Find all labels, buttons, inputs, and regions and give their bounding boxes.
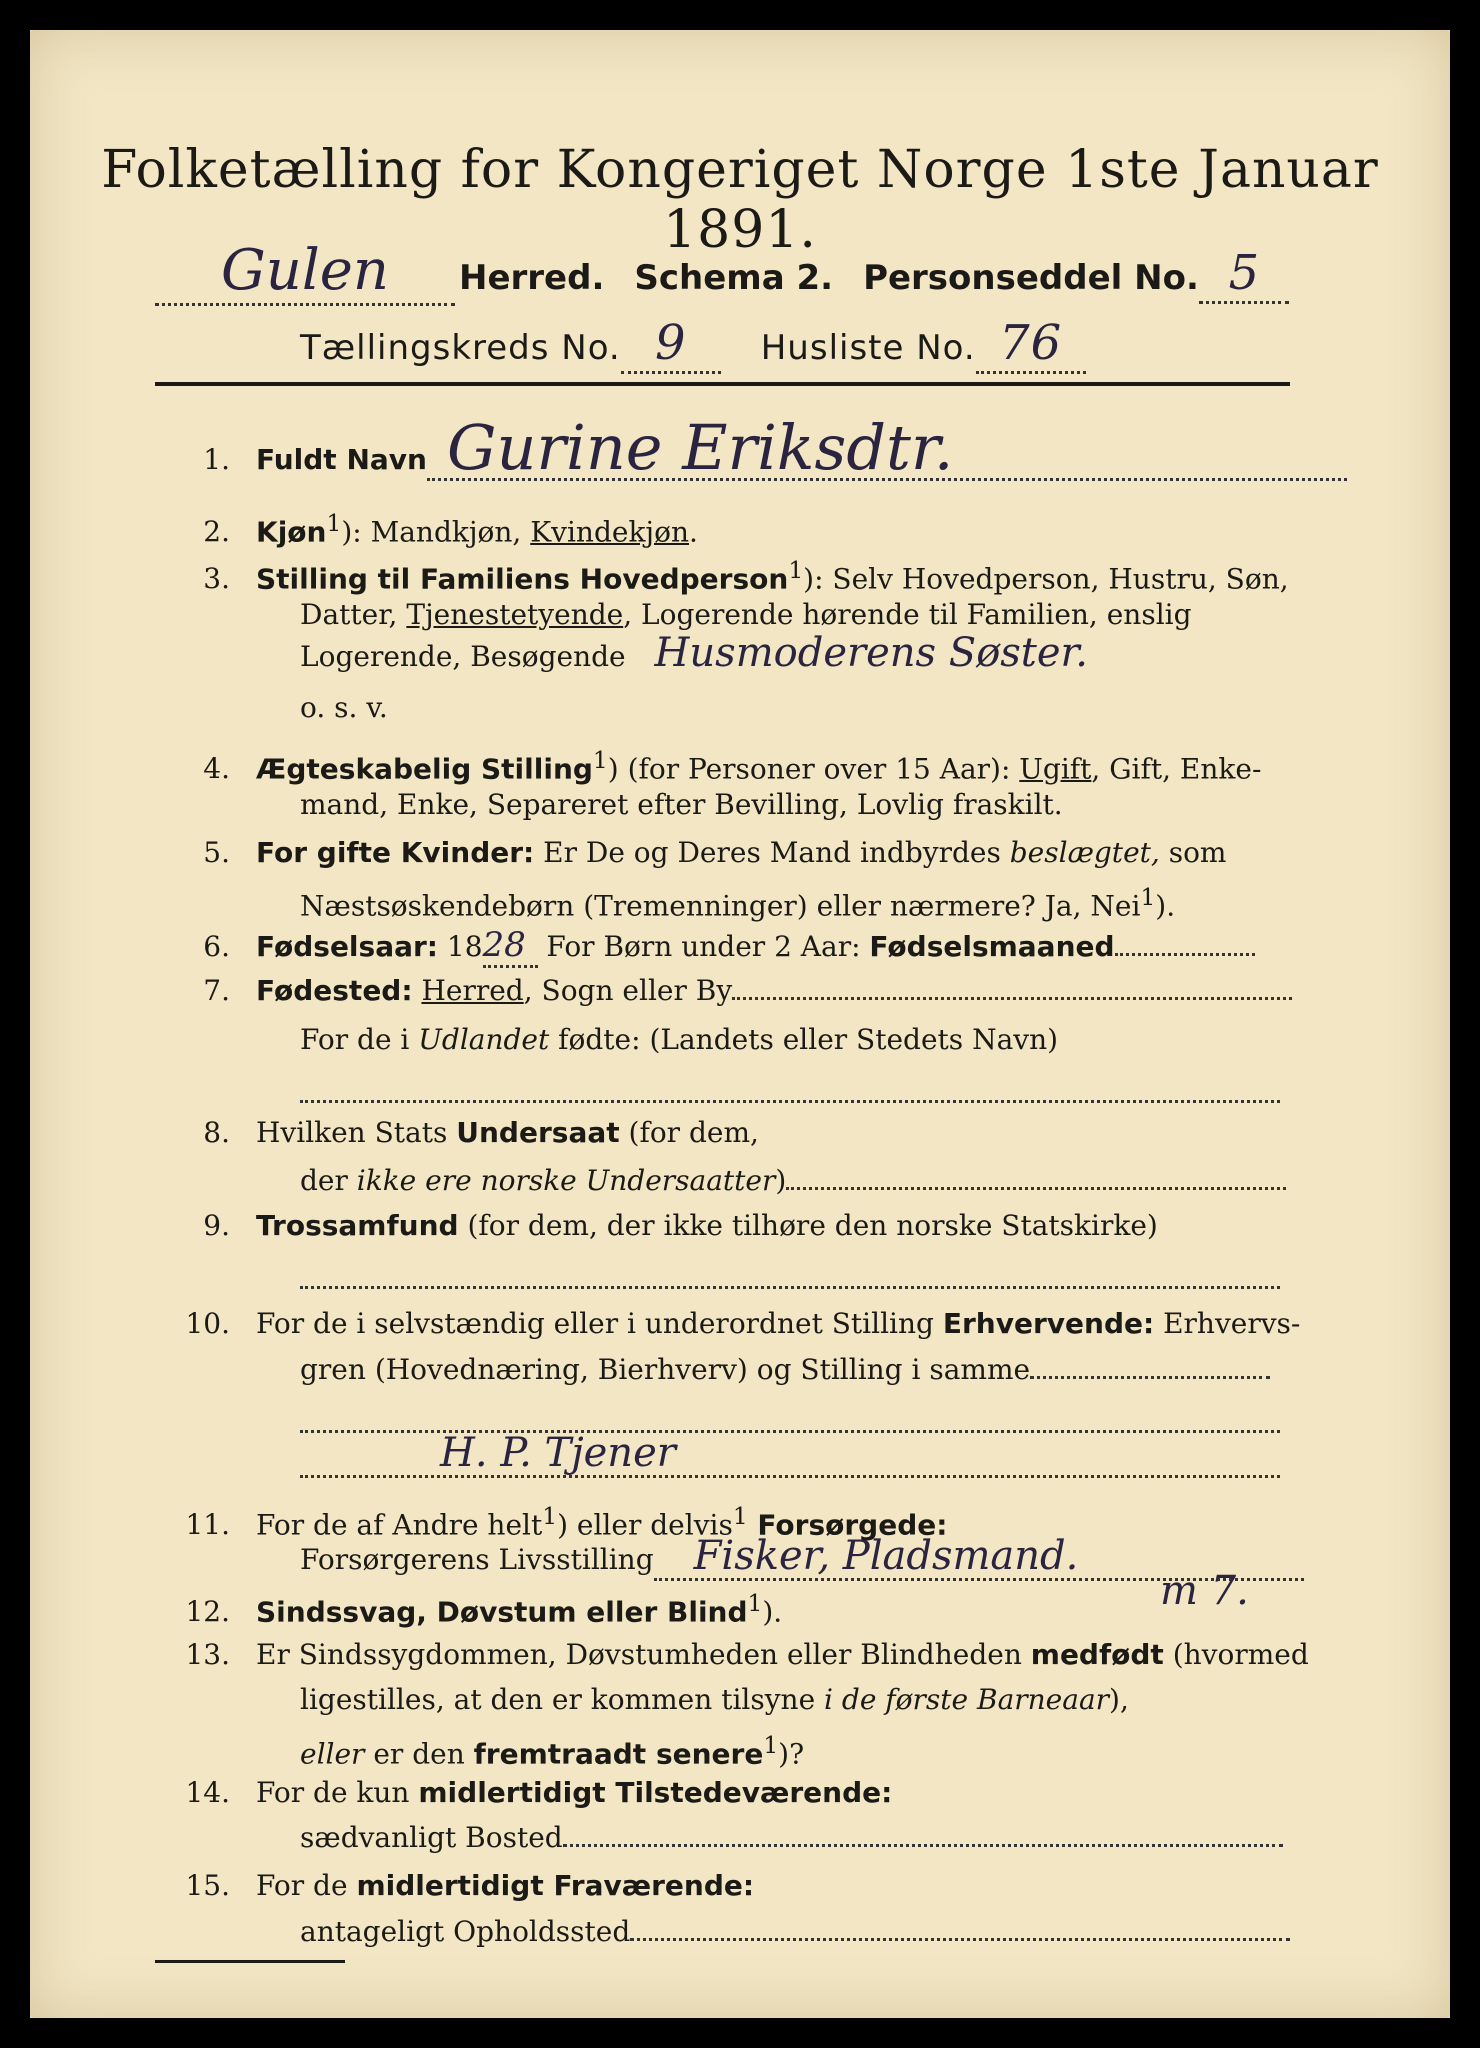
taellingskreds-label: Tællingskreds No. xyxy=(300,328,621,368)
herred-value: Gulen xyxy=(155,238,455,306)
selected-ugift: Ugift xyxy=(1019,752,1092,786)
header-line-2 xyxy=(300,315,1086,374)
header-rule xyxy=(155,382,1290,386)
item-4: 4. Ægteskabelig Stilling$^1$) (for Personer over 15 Aar): Ugift, Gift, Enke- xyxy=(203,746,1262,786)
item-11: 11. For de af Andre helt$^1$) eller delvis$^1$ Forsørgede: xyxy=(185,1502,948,1542)
husliste-label: Husliste No. xyxy=(760,328,976,368)
item-12: 12. Sindssvag, Døvstum eller Blind$^1$). m 7. xyxy=(185,1568,1249,1629)
item-5: 5. For gifte Kvinder: Er De og Deres Mand indbyrdes beslægtet, som xyxy=(203,836,1227,869)
form-title: Folketælling for Kongeriget Norge 1ste Januar 1891. xyxy=(101,140,1379,260)
item-14: 14. For de kun midlertidigt Tilstedeværende: xyxy=(185,1776,893,1809)
personseddel-value: 5 xyxy=(1199,245,1289,304)
full-name-label: Fuldt Navn xyxy=(256,443,427,476)
family-position-answer: Husmoderens Søster. xyxy=(654,630,1088,676)
item-9: 9. Trossamfund (for dem, der ikke tilhøre den norske Statskirke) xyxy=(203,1209,1158,1242)
item-10: 10. For de i selvstændig eller i underordnet Stilling Erhvervende: Erhvervs- xyxy=(185,1307,1301,1340)
schema-label: Schema 2. xyxy=(634,258,834,298)
birth-year-field: 28 xyxy=(483,927,538,968)
item-13: 13. Er Sindssygdommen, Døvstumheden eller Blindheden medfødt (hvormed xyxy=(185,1638,1309,1671)
occupation-field: H. P. Tjener xyxy=(300,1435,1280,1478)
taellingskreds-value: 9 xyxy=(621,315,721,374)
item-7: 7. Fødested: Herred, Sogn eller By xyxy=(170,973,1290,1009)
herred-label: Herred. xyxy=(459,258,605,298)
footnote-rule xyxy=(155,1960,345,1963)
disability-answer: m 7. xyxy=(1160,1568,1249,1614)
husliste-value: 76 xyxy=(976,315,1086,374)
full-name-field: Gurine Eriksdtr. xyxy=(427,430,1347,481)
item-1: 1. Fuldt Navn Gurine Eriksdtr. xyxy=(170,430,1290,481)
selected-herred: Herred xyxy=(421,974,524,1007)
provider-occupation-field: Fisker, Pladsmand. xyxy=(654,1538,1304,1581)
header-line-1 xyxy=(155,238,1290,306)
item-3: 3. Stilling til Familiens Hovedperson$^1$): Selv Hovedperson, Hustru, Søn, xyxy=(203,556,1289,596)
item-15: 15. For de midlertidigt Fraværende: xyxy=(185,1869,755,1902)
selected-kvindekjon: Kvindekjøn xyxy=(530,515,689,549)
personseddel-label: Personseddel No. xyxy=(863,258,1199,298)
item-8: 8. Hvilken Stats Undersaat (for dem, xyxy=(203,1116,759,1149)
item-2: 2. Kjøn$^1$): Mandkjøn, Kvindekjøn. xyxy=(203,509,698,549)
census-form: Folketælling for Kongeriget Norge 1ste Januar 1891. Gulen Herred. Schema 2. Personseddel No. 5 Tællingskreds No. 9 Husliste No. 76 1. Fuldt Navn Gurine Eriksdtr. 2. Kjøn$^1$): Mandkjøn, Kvindekjøn. 3. Stilling til Familiens Hovedperson$^1$): Selv Hovedperson, Hustru, Søn, Datter, Tjenestetyende, Logerende hørende til Familien, enslig Logerende, Besøgende Husmoderens Søster. o. s. v. 4. Ægteskabelig Stilling$^1$) (for Personer over 15 Aar): Ugift, Gift, Enke- mand, Enke, Separeret efter Bevilling, Lovlig fraskilt. 5. For gifte Kvinder: Er De og Deres Mand indbyrdes beslægtet, som Næstsøskendebørn (Tremenninger) eller nærmere? Ja, Nei$^1$). 6. Fødselsaar: 1828 For Børn under 2 Aar: Fødselsmaaned 7. Fødested: Herred, Sogn eller By For de i Udlandet fødte: (Landets eller Stedets Navn) 8. Hvilken Stats Undersaat (for dem, der ikke ere norske Undersaatter) 9. Trossamfund (for dem, der ikke tilhøre den norske Statskirke) 10. For de i selvstændig eller i underordnet Stilling Erhvervende: Erhvervs- gren (Hovednæring, Bierhverv) og Stilling i samme H. P. Tjener 11. For de af Andre helt$^1$) eller delvis$^1$ Forsørgede: Forsørgerens Livsstilling Fisker, Pladsmand. 12. Sindssvag, Døvstum eller Blind$^1$). m 7. 13. Er Sindssygdommen, Døvstumheden eller Blindheden medfødt (hvormed ligestilles, at den er kommen tilsyne i de første Barneaar), eller er den fremtraadt senere$^1$)? 14. For de kun midlertidigt Tilstedeværende: sædvanligt Bosted 15. For de midlertidigt Fraværende: antageligt Opholdssted xyxy=(30,30,1450,2018)
selected-tjenestetyende: Tjenestetyende xyxy=(406,598,624,631)
item-6: 6. Fødselsaar: 1828 For Børn under 2 Aar: Fødselsmaaned xyxy=(170,927,1290,968)
